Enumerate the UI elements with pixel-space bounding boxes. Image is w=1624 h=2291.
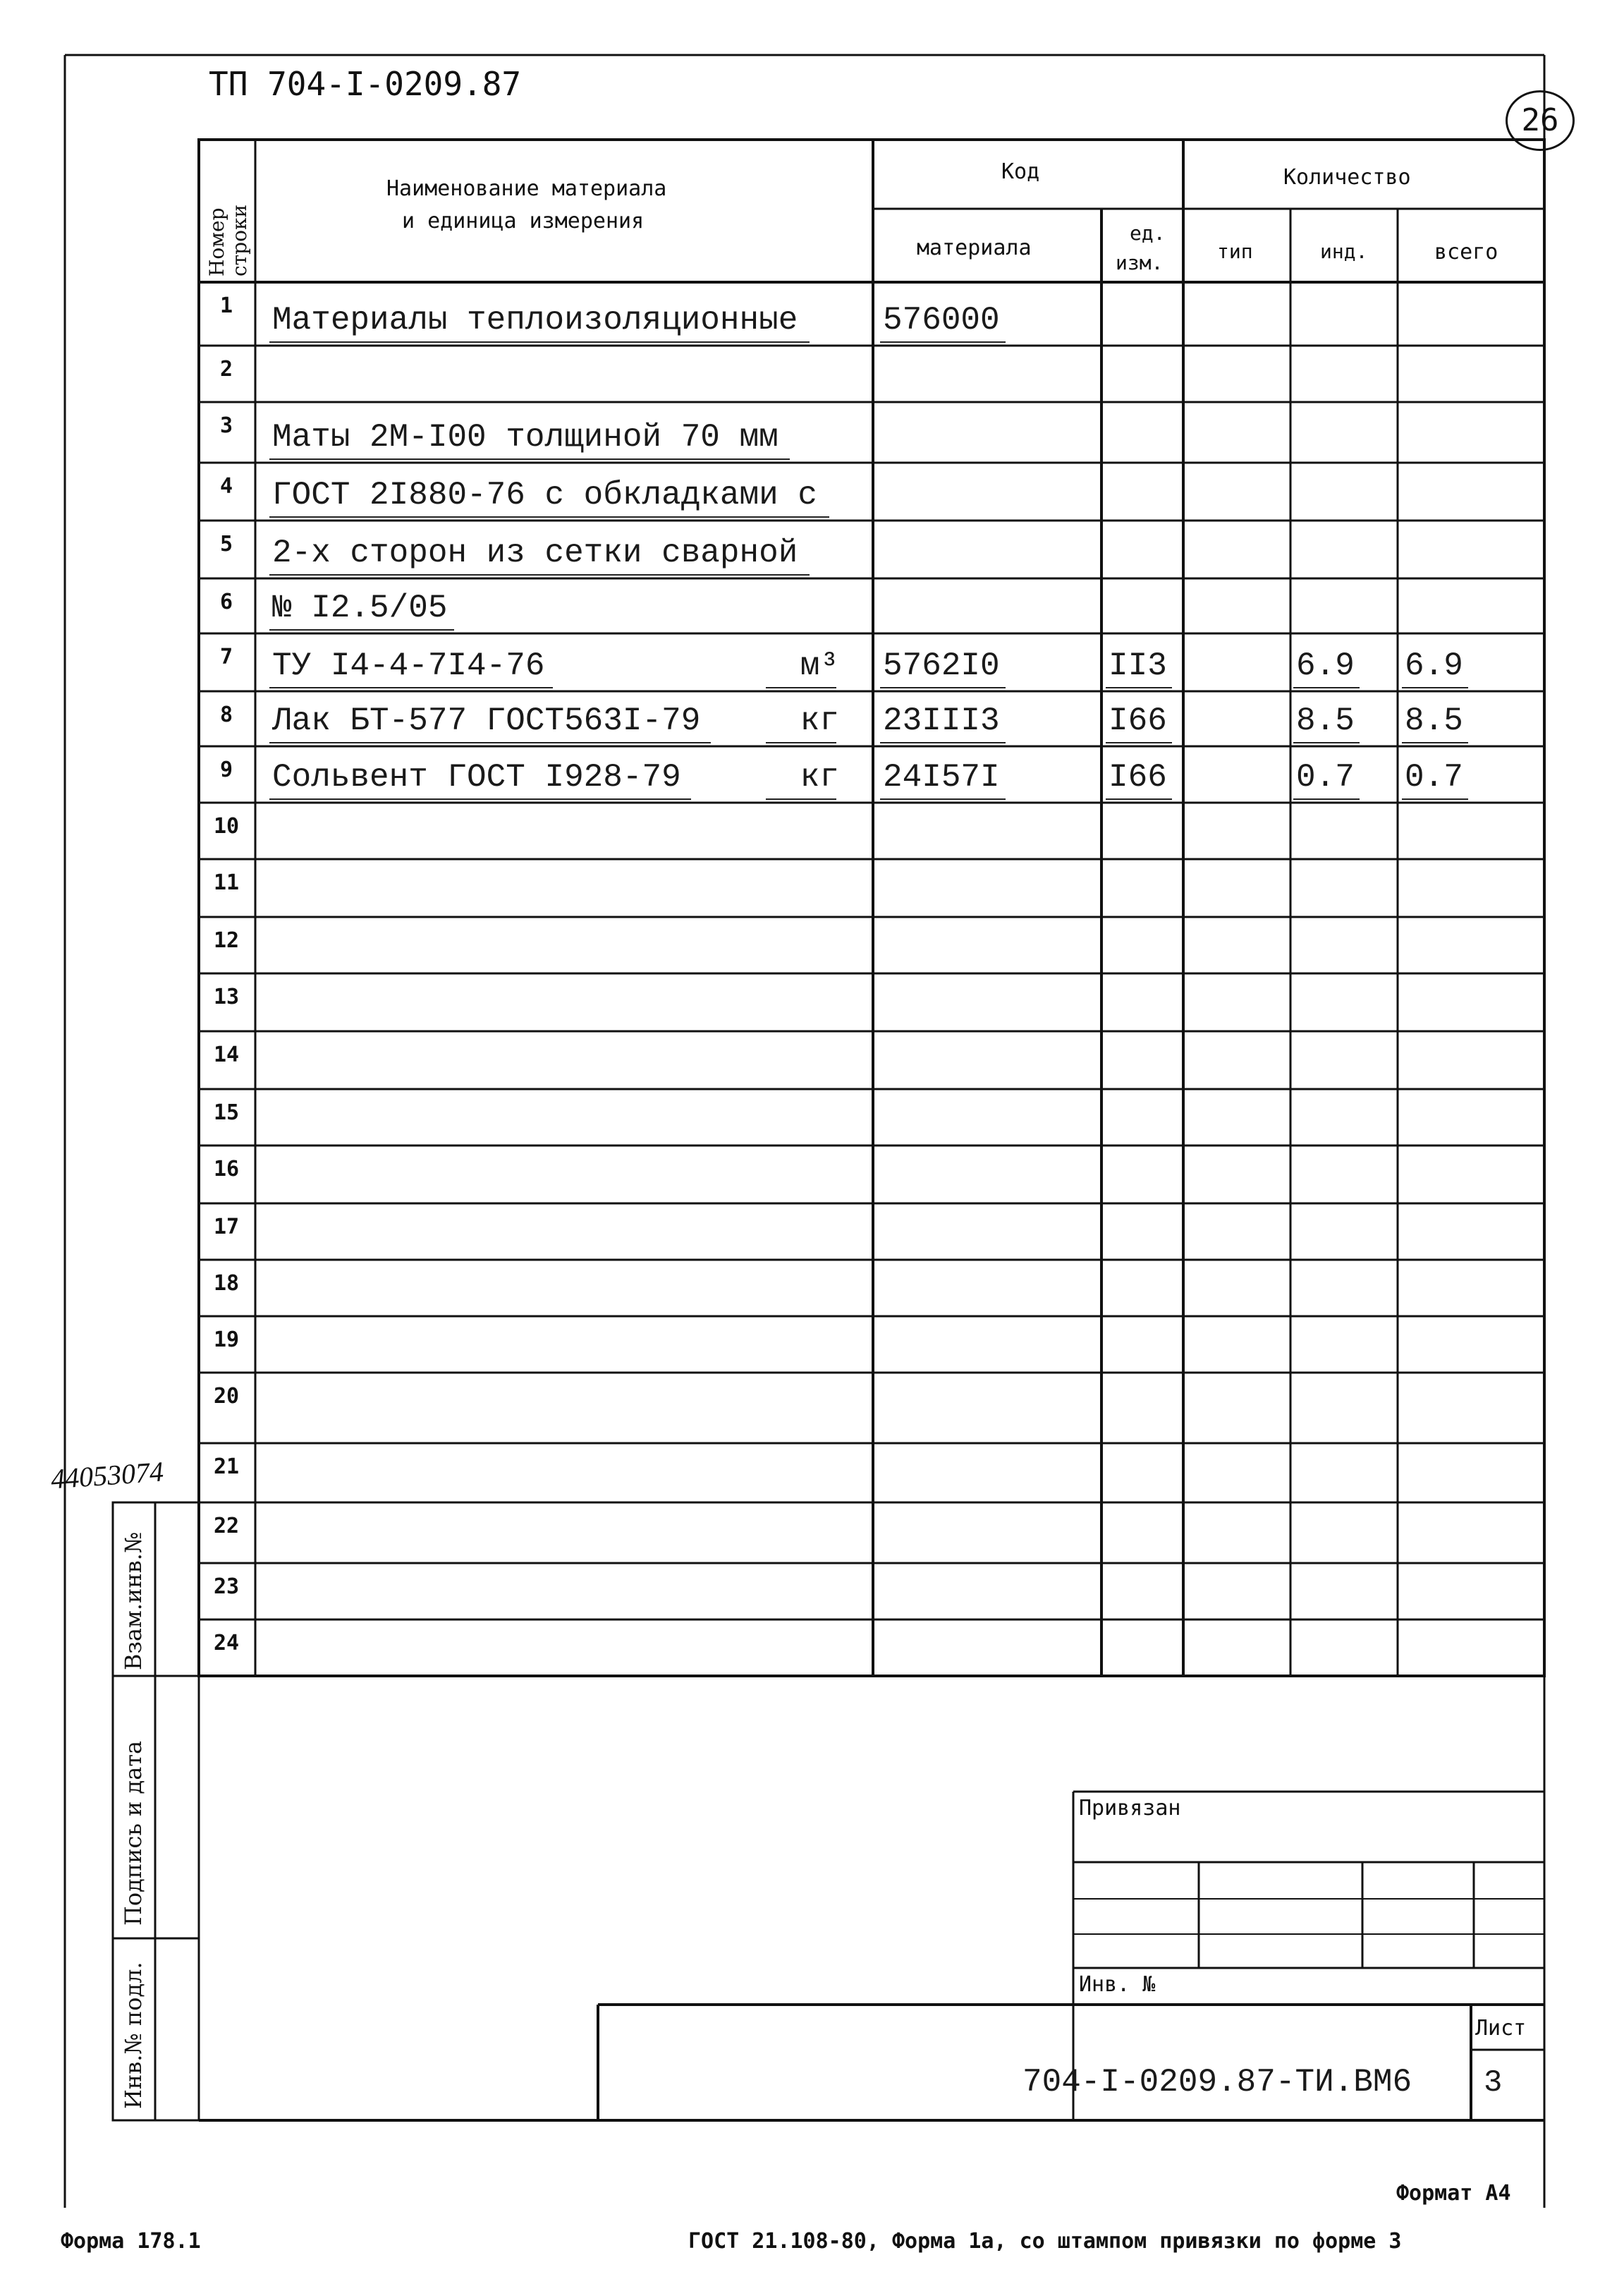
header-quantity: Количество <box>1283 165 1411 190</box>
row-number: 18 <box>213 1271 240 1296</box>
text-underline <box>766 687 836 688</box>
unit-code: I66 <box>1109 703 1167 739</box>
header-code-material: материала <box>917 236 1032 260</box>
text-underline <box>1402 742 1468 743</box>
row-number: 17 <box>213 1215 240 1239</box>
text-underline <box>1293 687 1360 688</box>
side-label-vzam-inv: Взам.инв.№ <box>120 1531 147 1670</box>
footer-form-left: Форма 178.1 <box>61 2229 201 2254</box>
text-underline <box>269 458 790 460</box>
quantity-total: 0.7 <box>1405 759 1463 796</box>
text-underline <box>269 629 454 631</box>
text-underline <box>269 742 711 743</box>
material-unit: кг <box>800 703 839 739</box>
footer-format: Формат А4 <box>1396 2181 1511 2206</box>
material-name: 2-х сторон из сетки сварной <box>272 535 798 571</box>
text-underline <box>269 574 810 576</box>
text-underline <box>766 798 836 800</box>
material-name: Материалы теплоизоляционные <box>272 302 798 339</box>
inventory-stamp-handwritten: 44053074 <box>49 1455 165 1495</box>
material-code: 24I57I <box>883 759 1000 796</box>
material-unit: кг <box>800 759 839 796</box>
header-qty-ind: инд. <box>1320 240 1368 263</box>
text-underline <box>880 798 1006 800</box>
text-underline <box>269 341 810 343</box>
text-underline <box>880 687 1006 688</box>
row-number: 7 <box>219 645 233 669</box>
row-number: 5 <box>219 532 233 557</box>
text-underline <box>1106 742 1172 743</box>
row-number: 21 <box>213 1454 240 1479</box>
row-number: 16 <box>213 1157 240 1181</box>
row-number: 11 <box>213 870 240 895</box>
quantity-individual: 8.5 <box>1296 703 1355 739</box>
row-number: 13 <box>213 985 240 1009</box>
text-underline <box>269 798 691 800</box>
footer-form-right: ГОСТ 21.108-80, Форма 1а, со штампом привязки по форме 3 <box>688 2229 1402 2254</box>
row-number: 22 <box>213 1514 240 1538</box>
material-name: Лак БТ-577 ГОСТ563I-79 <box>272 703 701 739</box>
row-number: 1 <box>219 293 233 318</box>
quantity-total: 8.5 <box>1405 703 1463 739</box>
row-number: 4 <box>219 474 233 499</box>
stamp-sheet-label: Лист <box>1475 2016 1527 2041</box>
row-number: 19 <box>213 1327 240 1352</box>
text-underline <box>1293 798 1360 800</box>
text-underline <box>1293 742 1360 743</box>
material-name: ГОСТ 2I880-76 с обкладками с <box>272 477 817 514</box>
unit-code: I66 <box>1109 759 1167 796</box>
side-label-inv-podl: Инв.№ подл. <box>120 1962 147 2109</box>
quantity-individual: 0.7 <box>1296 759 1355 796</box>
row-number: 8 <box>219 703 233 727</box>
material-code: 5762I0 <box>883 648 1000 684</box>
quantity-individual: 6.9 <box>1296 648 1355 684</box>
header-row-number: Номер строки <box>205 204 251 276</box>
row-number: 10 <box>213 814 240 839</box>
text-underline <box>1106 798 1172 800</box>
stamp-sheet-value: 3 <box>1484 2065 1503 2101</box>
header-code-unit-1: ед. <box>1130 221 1166 245</box>
material-unit: м³ <box>800 648 839 684</box>
row-number: 3 <box>219 413 233 438</box>
header-name-line2: и единица измерения <box>402 209 645 233</box>
material-name: Сольвент ГОСТ I928-79 <box>272 759 681 796</box>
stamp-inv-no: Инв. № <box>1079 1972 1156 1997</box>
sheet-number: 26 <box>1521 102 1559 138</box>
row-number: 6 <box>219 590 233 614</box>
row-number: 12 <box>213 928 240 953</box>
stamp-document-code: 704-I-0209.87-ТИ.ВМ6 <box>1022 2064 1412 2101</box>
header-qty-total: всего <box>1434 240 1498 265</box>
header-code-unit-2: изм. <box>1116 251 1164 274</box>
row-number: 9 <box>219 758 233 782</box>
text-underline <box>269 516 829 518</box>
material-name: Маты 2М-I00 толщиной 70 мм <box>272 419 779 456</box>
unit-code: II3 <box>1109 648 1167 684</box>
row-number: 20 <box>213 1384 240 1409</box>
side-label-podpis-data: Подпись и дата <box>120 1740 147 1926</box>
row-number: 14 <box>213 1043 240 1067</box>
text-underline <box>880 341 1006 343</box>
header-qty-type: тип <box>1217 240 1253 263</box>
quantity-total: 6.9 <box>1405 648 1463 684</box>
text-underline <box>1402 798 1468 800</box>
material-name: № I2.5/05 <box>272 590 448 626</box>
text-underline <box>766 742 836 743</box>
row-number: 23 <box>213 1574 240 1599</box>
material-code: 576000 <box>883 302 1000 339</box>
row-number: 15 <box>213 1100 240 1125</box>
text-underline <box>1106 687 1172 688</box>
row-number: 24 <box>213 1631 240 1655</box>
document-code-top: ТП 704-I-0209.87 <box>209 65 522 103</box>
header-name-line1: Наименование материала <box>386 176 667 201</box>
material-name: ТУ I4-4-7I4-76 <box>272 648 545 684</box>
stamp-privyazan: Привязан <box>1079 1796 1181 1821</box>
text-underline <box>880 742 1006 743</box>
material-code: 23III3 <box>883 703 1000 739</box>
row-number: 2 <box>219 357 233 382</box>
text-underline <box>269 687 553 688</box>
text-underline <box>1402 687 1468 688</box>
header-code: Код <box>1001 159 1040 184</box>
